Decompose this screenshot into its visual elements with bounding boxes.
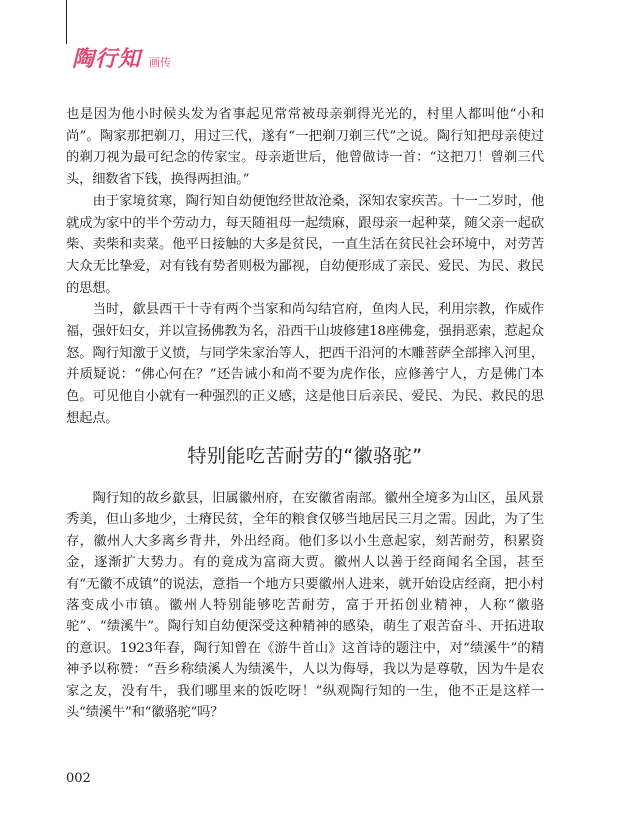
- running-header: [72, 42, 171, 73]
- section-heading: 特别能吃苦耐劳的“徽骆驼”: [187, 445, 423, 467]
- paragraph: 也是因为他小时候头发为省事起见常常被母亲剃得光光的，村里人都叫他“小和尚”。陶家那把剃刀，用过三代，遂有“一把剃刀剃三代”之说。陶行知把母亲使过的剃刀视为最可纪念的传家宝。母亲逝世后，他曾做诗一首：“这把刀！曾剃三代头，细数省下钱，换得两担油。”: [66, 107, 544, 188]
- book-subtitle: 画传: [149, 56, 172, 69]
- section-1-body: [66, 104, 544, 430]
- paragraph: 当时，歙县西干十寺有两个当家和尚勾结官府，鱼肉人民，利用宗教，作威作福，强奸妇女，并以宣扬佛教为名，沿西干山坡修建18座佛龛，强捐恶索，惹起众怒。陶行知激于义愤，与同学朱家治等人，把西干沿河的木雕菩萨全部摔入河里，并质疑说：“佛心何在？”还告诫小和尚不要为虎作伥，应修善宁人，方是佛门本色。可见他自小就有一种强烈的正义感，这是他日后亲民、爱民、为民、救民的思想起点。: [66, 302, 544, 426]
- paragraph: 陶行知的故乡歙县，旧属徽州府，在安徽省南部。徽州全境多为山区，虽风景秀美，但山多地少，土瘠民贫，全年的粮食仅够当地居民三月之需。因此，为了生存，徽州人大多离乡背井，外出经商。他们多以小生意起家，刻苦耐劳，积累资金，逐渐扩大势力。有的竟成为富商大贾。徽州人以善于经商闻名全国，甚至有“无徽不成镇”的说法，意指一个地方只要徽州人进来，就开始设店经商，把小村落变成小市镇。徽州人特别能够吃苦耐劳，富于开拓创业精神，人称“徽骆驼”、“绩溪牛”。陶行知自幼便深受这种精神的感染，萌生了艰苦奋斗、开拓进取的意识。1923年春，陶行知曾在《游牛首山》这首诗的题注中，对“绩溪牛”的精神予以称赞：“吾乡称绩溪人为绩溪牛，人以为侮辱，我以为是尊敬，因为牛是农家之友，没有牛，我们哪里来的饭吃呀！”纵观陶行知的一生，他不正是这样一头“绩溪牛”和“徽骆驼”吗？: [66, 491, 544, 721]
- page-number: 002: [66, 771, 91, 786]
- paragraph: 由于家境贫寒，陶行知自幼便饱经世故沧桑，深知农家疾苦。十一二岁时，他就成为家中的半个劳动力，每天随祖母一起绩麻，跟母亲一起种菜，随父亲一起砍柴、卖柴和卖菜。他平日接触的大多是贫民，一直生活在贫民社会环境中，对劳苦大众无比挚爱，对有钱有势者则极为鄙视，自幼便形成了亲民、爱民、为民、救民的思想。: [66, 193, 544, 296]
- section-2-body: [66, 488, 544, 723]
- book-brand: 陶行知: [72, 46, 142, 72]
- header-rule: [66, 0, 67, 44]
